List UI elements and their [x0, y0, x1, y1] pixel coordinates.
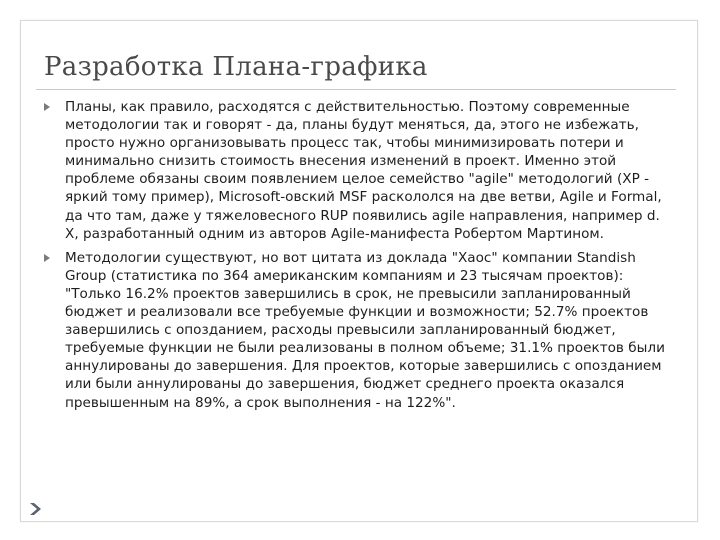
- bullet-item: [44, 249, 674, 412]
- bullet-list: [44, 98, 674, 418]
- bullet-text: Методологии существуют, но вот цитата из доклада "Хаос" компании Standish Group (статистика по 364 американским компаниям и 23 тысячам проектов): "Только 16.2% проектов завершились в срок, не превысили запланированный бюджет и реализовали все требуемые функции и возможности; 52.7% проектов завершились с опозданием, расходы превысили запланированный бюджет, требуемые функции не были реализованы в полном объеме; 31.1% проектов были аннулированы до завершения. Для проектов, которые завершились с опозданием или были аннулированы до завершения, бюджет среднего проекта оказался превышенным на 89%, а срок выполнения - на 122%".: [65, 249, 665, 411]
- triangle-bullet-icon: [44, 254, 50, 262]
- title-divider: [36, 89, 676, 90]
- bullet-text: Планы, как правило, расходятся с действительностью. Поэтому современные методологии так и говорят - да, планы будут меняться, да, этого не избежать, просто нужно организовывать процесс так, чтобы минимизировать потери и минимально снизить стоимость внесения изменений в проект. Именно этой проблеме обязаны своим появлением целое семейство "agile" методологий (XP - яркий тому пример), Microsoft-овский MSF раскололся на две ветви, Agile и Formal, да что там, даже у тяжеловесного RUP появились agile направления, например d. X, разработанный одним из авторов Agile-манифеста Робертом Мартином.: [65, 99, 662, 242]
- chevron-logo-icon: [30, 502, 44, 516]
- triangle-bullet-icon: [44, 103, 50, 111]
- slide-title: Разработка Плана-графика: [44, 52, 428, 82]
- bullet-item: [44, 98, 674, 243]
